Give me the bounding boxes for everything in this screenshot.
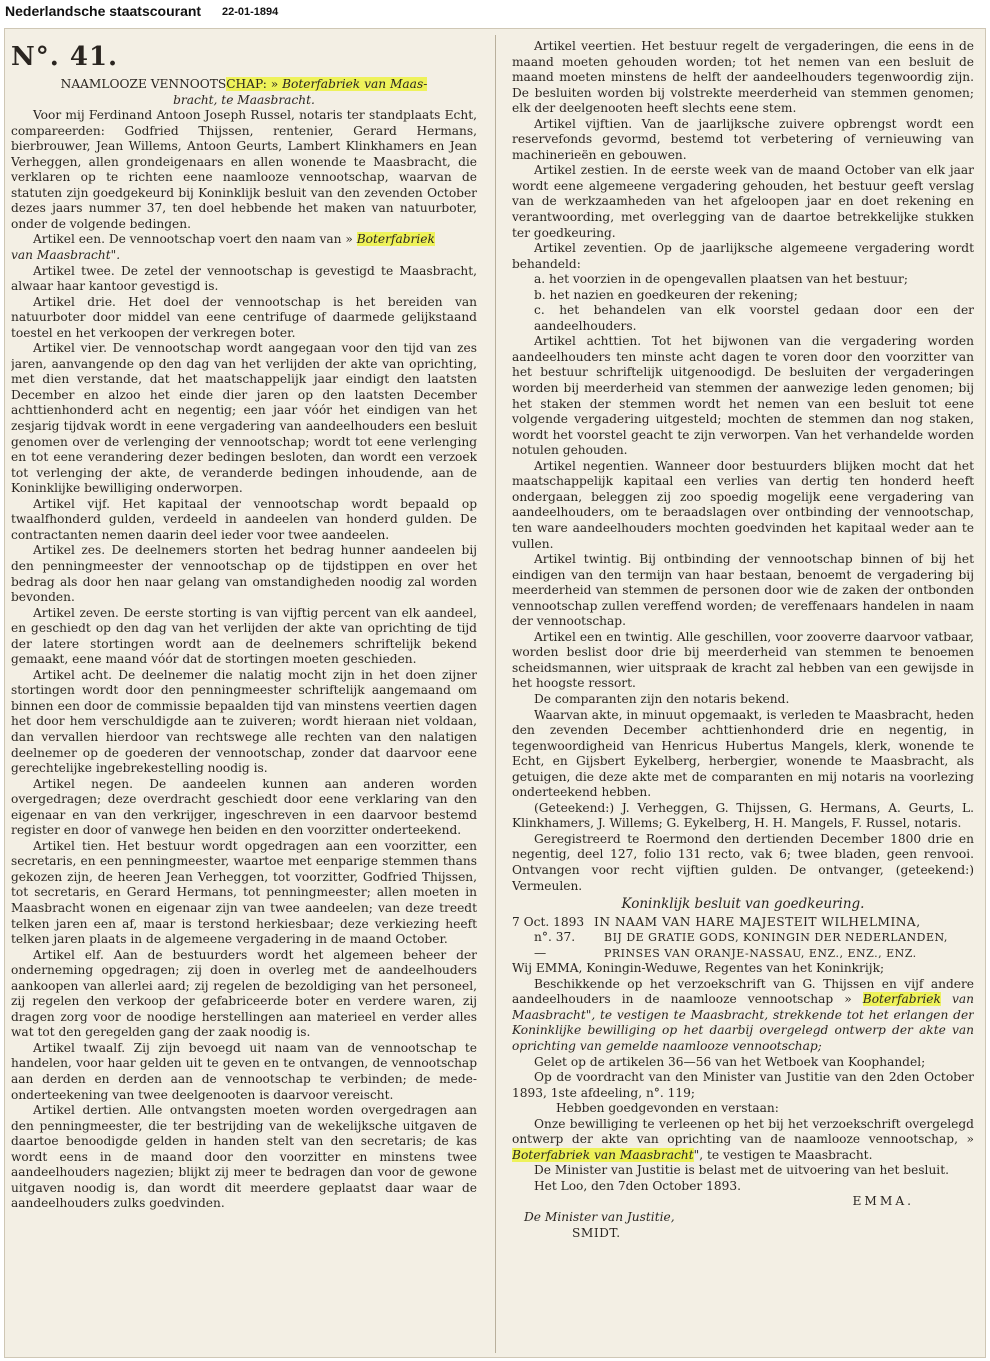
decree-line-1: IN NAAM VAN HARE MAJESTEIT WILHELMINA, [594,914,921,929]
article-title: NAAMLOOZE VENNOOTSCHAP: » Boterfabriek van Maas- bracht, te Maasbracht. [60,77,428,107]
article-7: Artikel zeven. De eerste storting is van vijftig percent van elk aandeel, en geschiedt op den dag van het verlijden der akte van oprichting de tijd der latere stortingen wordt aan de deelnemers schriftelijk bekend gemaakt, eene maand vóór dat de stortingen moeten geschieden. [11,605,477,667]
article-11: Artikel elf. Aan de bestuurders wordt het algemeen beheer der onderneming opgedragen; zij doen in overleg met de aandeelhouders aankoopen van allerlei aard; zij regelen de bezoldiging van het personeel, zij regelen den verkoop der gefabriceerde boter en verdere waren, zij dragen zorg voor de noodige herstellingen aan materieel en verder alles wat tot den geregelden gang der zaak noodig is. [11,947,477,1040]
decree-gelet: Gelet op de artikelen 36—56 van het Wetboek van Koophandel; [534,1054,926,1069]
article-12: Artikel twaalf. Zij zijn bevoegd uit naam van de vennootschap te handelen, voor haar gelden uit te geven en te ontvangen, de vennootschap aan derden en derden aan de vennootschap te verbinden; de mede-onderteekening van twee deelgenooten is daarvoor vereischt. [11,1040,477,1102]
article-17-list [512,272,974,334]
article-13: Artikel dertien. Alle ontvangsten moeten worden overgedragen aan den penningmeester, die ter bestrijding van de wekelijksche uitgaven de daartoe benoodigde gelden in handen stelt van den secretaris; de kas wordt eens in de maand door den voorzitter en minstens twee aandeelhouders nagezien; blijkt zij meer te bedragen dan voor de gewone uitgaven noodig is, dan wordt dit meerdere geplaatst daar waar de aandeelhouders zulks goedvinden. [11,1103,477,1211]
article-3: Artikel drie. Het doel der vennootschap is het bereiden van natuurboter door middel van eene centrifuge of daarmede gelijkstaand toestel en het verkoopen der verkregen boter. [11,294,477,340]
list-item: a. het voorzien in de opengevallen plaatsen van het bestuur; [534,272,908,287]
left-column [11,39,477,1351]
deed-closing: Waarvan akte, in minuut opgemaakt, is verleden te Maasbracht, heden den zevenden December achttienhonderd drie en negentig, in tegenwoordigheid van Henricus Hubertus Mangels, klerk, wonende te Echt, en Gijsbert Eykelberg, herbergier, wonende te Maasbracht, als getuigen, die deze akte met de comparanten en mij notaris na voorlezing onderteekend hebben. [512,707,974,800]
article-21: Artikel een en twintig. Alle geschillen, voor zooverre daarvoor vatbaar, worden beslist door drie bij meerderheid van stemmen te benoemen scheidsmannen, wier uitspraak de kracht zal hebben van een gewijsde in het hoogste ressort. [512,629,974,691]
newspaper-page [4,28,986,1358]
article-17: Artikel zeventien. Op de jaarlijksche algemeene vergadering wordt behandeld: [512,241,974,271]
signatures-list: (Geteekend:) J. Verheggen, G. Thijssen, G. Hermans, A. Geurts, L. Klinkhamers, J. Willems; G. Eykelberg, H. H. Mangels, F. Russel, notaris. [512,800,974,831]
article-2: Artikel twee. De zetel der vennootschap is gevestigd te Maasbracht, alwaar haar kantoor gevestigd is. [11,263,477,294]
publication-name: Nederlandsche staatscourant [5,3,202,19]
article-9: Artikel negen. De aandeelen kunnen aan anderen worden overgedragen; deze overdracht geschiedt door eene verklaring van den eigenaar en van den verkrijger, ingeschreven in een daarvoor bestemd register en door of vanwege hen beiden en den voorzitter onderteekend. [11,776,477,838]
registration-note: Geregistreerd te Roermond den dertienden December 1800 drie en negentig, deel 127, folio 131 recto, vak 6; twee bladen, geen renvooi. Ontvangen voor recht vijftien gulden. De ontvanger, (geteekend:) Vermeulen. [512,831,974,893]
minister-name: SMIDT. [572,1225,621,1240]
publication-date: 22-01-1894 [222,6,279,18]
article-15: Artikel vijftien. Van de jaarlijksche zuivere opbrengst wordt een reservefonds gevormd, bestemd tot verbetering of vernieuwing van machinerieën en gebouwen. [512,116,974,162]
decree-beschikkende: Beschikkende op het verzoekschrift van G. Thijssen en vijf andere aandeelhouders in de naamlooze vennootschap » Boterfabriek van Maasbracht", te vestigen te Maasbracht, strekkende tot het erlangen der Koninklijke bewilliging op het daarbij overgelegd ontwerp der akte van oprichting van gemelde naamlooze vennootschap; [512,976,974,1053]
decree-loo: Het Loo, den 7den October 1893. [534,1178,742,1193]
decree-date: 7 Oct. 1893 [512,914,585,929]
decree-wij: Wij EMMA, Koningin-Weduwe, Regentes van het Koninkrijk; [512,961,885,976]
decree-voordracht: Op de voordracht van den Minister van Justitie van den 2den October 1893, 1ste afdeeling, n°. 119; [512,1070,974,1100]
decree-line-3: PRINSES VAN ORANJE-NASSAU, ENZ., ENZ., ENZ. [604,946,917,960]
article-10: Artikel tien. Het bestuur wordt opgedragen aan een voorzitter, een secretaris, en een penningmeester, waartoe met eenparige stemmen thans gekozen zijn, de heeren Jean Verheggen, tot voorzitter, Godfried Thijssen, tot secretaris, en Gerard Hermans, tot penningmeester; allen moeten in Maasbracht wonen en eigenaar zijn van twee aandeelen; van deze treedt telken jaren een af, maar is terstond herkiesbaar; deze verkiezing heeft telken jaren plaats in de algemeene vergadering in de maand October. [11,838,477,947]
article-5: Artikel vijf. Het kapitaal der vennootschap wordt bepaald op twaalfhonderd gulden, verdeeld in aandeelen van honderd gulden. De contractanten nemen daarin deel ieder voor twee aandeelen. [11,496,477,542]
article-number: N°. 41. [11,42,119,72]
decree-number: n°. 37. [534,930,576,945]
article-18: Artikel achttien. Tot het bijwonen van die vergadering worden aandeelhouders ten minste acht dagen te voren door den voorzitter van het bestuur schriftelijk uitgenoodigd. De besluiten der vergaderingen worden bij meerderheid van stemmen der aanwezige leden genomen; bij het staken der stemmen wordt het nemen van een besluit tot eene volgende vergadering uitgesteld; mochten de stemmen dan nog staken, wordt het voorstel geacht te zijn verworpen. Van het verhandelde worden notulen gehouden. [512,334,974,458]
comparanten-text: De comparanten zijn den notaris bekend. [534,691,790,706]
article-1: Artikel een. De vennootschap voert den naam van » Boterfabriek van Maasbracht". [11,232,435,263]
article-intro: Voor mij Ferdinand Antoon Joseph Russel, notaris ter standplaats Echt, compareerden: Godfried Thijssen, rentenier, Gerard Hermans, bierbrouwer, Jean Willems, Antoon Geurts, Lambert Klinkhamers en Jean Verheggen, allen grondeigenaars en allen wonende te Maasbracht, die verklaren op te richten eene naamlooze vennootschap, waarvan de statuten zijn goedgekeurd bij Koninklijk besluit van den zevenden October dezes jaars nummer 37, ten doel hebbende het maken van natuurboter, onder de volgende bedingen. [11,108,477,231]
article-16: Artikel zestien. In de eerste week van de maand October van elk jaar wordt eene algemeene vergadering gehouden, het bestuur geeft verslag van de werkzaamheden van het afgeloopen jaar en doet rekening en verantwoording, met overlegging van de daartoe betrekkelijke stukken ter goedkeuring. [512,163,974,240]
article-6: Artikel zes. De deelnemers storten het bedrag hunner aandeelen bij den penningmeester der vennootschap op de tijdstippen en over het bedrag als door hen naar gelang van omstandigheden noodig zal worden bevonden. [11,543,477,605]
decree-emma: EMMA. [852,1194,914,1209]
list-item: b. het nazien en goedkeuren der rekening; [534,287,798,302]
decree-dash: — [534,945,547,960]
list-item: c. het behandelen van elk voorstel gedaan door een der aandeelhouders. [534,303,974,333]
article-14: Artikel veertien. Het bestuur regelt de vergaderingen, die eens in de maand moeten gehouden worden; tot het nemen van een besluit de maand moeten minstens de helft der aandeelhouders tegenwoordig zijn. De besluiten worden bij volstrekte meerderheid van stemmen genomen; elk der deelgenooten heeft slechts eene stem. [512,39,974,116]
minister-title: De Minister van Justitie, [524,1210,675,1225]
article-8: Artikel acht. De deelnemer die nalatig mocht zijn in het doen zijner stortingen wordt door den penningmeester schriftelijk aangemaand om binnen een door de commissie bepaalden tijd van minstens veertien dagen het door hem verschuldigde aan te zuiveren; wordt hieraan niet voldaan, dan vervallen hierdoor van rechtswege alle rechten van den nalatigen deelnemer op de goederen der vennootschap, zonder dat daarvoor eene gerechtelijke ingebrekestelling noodig is. [11,667,477,776]
decree-line-2: BIJ DE GRATIE GODS, KONINGIN DER NEDERLANDEN, [604,931,948,945]
decree-minister: De Minister van Justitie is belast met de uitvoering van het besluit. [534,1163,949,1178]
article-19: Artikel negentien. Wanneer door bestuurders blijken mocht dat het maatschappelijk kapitaal een verlies van dertig ten honderd heeft ondergaan, beleggen zij zoo spoedig mogelijk eene vergadering van aandeelhouders, om te beraadslagen over ontbinding der vennootschap, ten ware aandeelhouders mochten goedvinden het kapitaal weder aan te vullen. [512,458,974,551]
header-bar [0,0,990,28]
decree-preamble [512,915,974,962]
column-divider [495,35,496,1353]
decree-onze: Onze bewilliging te verleenen op het bij het verzoekschrift overgelegd ontwerp der akte van oprichting van de naamlooze vennootschap, » Boterfabriek van Maasbracht", te vestigen te Maasbracht. [512,1116,974,1162]
right-column [512,39,974,1351]
decree-heading: Koninklijk besluit van goedkeuring. [621,896,865,913]
article-20: Artikel twintig. Bij ontbinding der vennootschap binnen of bij het eindigen van den termijn van haar bestaan, benoemt de vergadering bij meerderheid van stemmen de personen door wie de zaken der ontbonden vennootschap zullen vereffend worden; de vereffenaars handelen in naam der vennootschap. [512,552,974,629]
article-4: Artikel vier. De vennootschap wordt aangegaan voor den tijd van zes jaren, aanvangende op den dag van het verlijden der akte van oprichting, met dien verstande, dat het maatschappelijk jaar eindigt den laatsten December en alzoo het einde dier jaren op den laatsten December achttienhonderd acht en negentig; een jaar vóór het eindigen van het zesjarig tijdvak wordt in eene vergadering van aandeelhouders een besluit genomen over de verlenging der vennootschap; wordt tot eene verlenging en tot eene verandering dezer bedingen besloten, dan wordt een verzoek tot verlenging der akte, de veranderde bedingen inhoudende, aan de Koninklijke bewilliging onderworpen. [11,341,477,496]
decree-hebben: Hebben goedgevonden en verstaan: [556,1101,779,1116]
